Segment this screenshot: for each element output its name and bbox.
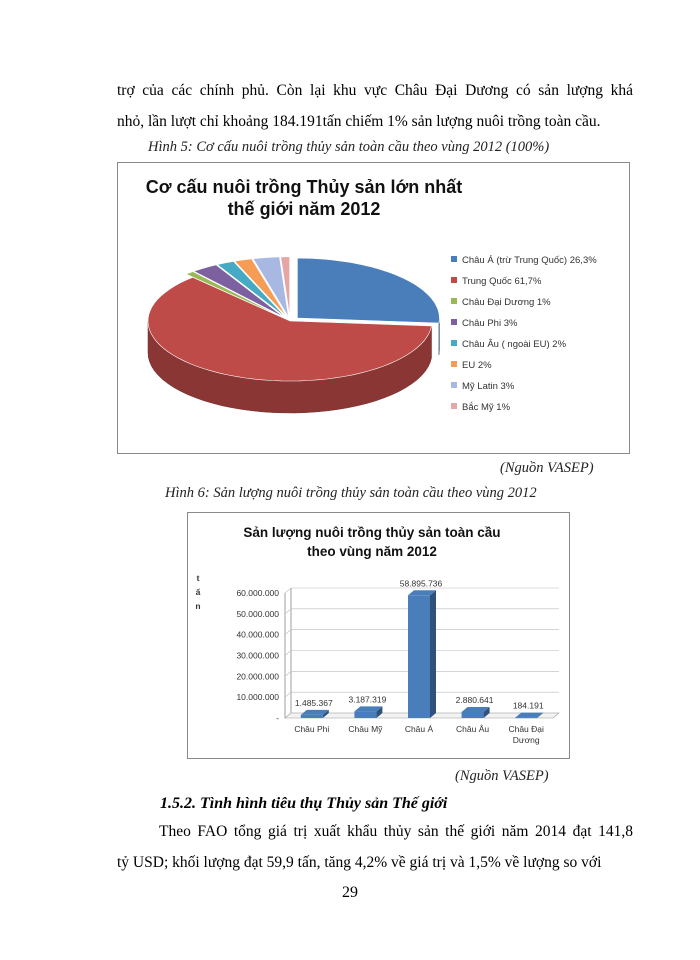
legend-label: Mỹ Latin 3% bbox=[462, 381, 515, 392]
legend-swatch bbox=[451, 298, 457, 304]
page-number: 29 bbox=[342, 884, 358, 901]
figure-5-caption: Hình 5: Cơ cấu nuôi trồng thủy sản toàn cầu theo vùng 2012 (100%) bbox=[148, 139, 550, 155]
x-tick-label: Châu Đại bbox=[508, 724, 544, 734]
x-tick-label: Châu Âu bbox=[456, 724, 490, 734]
legend-swatch bbox=[451, 319, 457, 325]
text-line: nhỏ, lần lượt chỉ khoảng 184.191tấn chiếm 1% sản lượng nuôi trồng toàn cầu. bbox=[117, 113, 601, 130]
bar-ylabel: n bbox=[195, 601, 201, 611]
text-line: trợ của các chính phủ. Còn lại khu vực Châu Đại Dương có sản lượng khá bbox=[117, 82, 633, 99]
bar bbox=[462, 712, 484, 718]
bar-value-label: 58.895.736 bbox=[399, 578, 443, 589]
legend-swatch bbox=[451, 256, 457, 262]
figure-5-source: (Nguồn VASEP) bbox=[500, 460, 594, 476]
pie-title: thế giới năm 2012 bbox=[227, 199, 381, 219]
figure-6-caption: Hình 6: Sản lượng nuôi trồng thủy sản toàn cầu theo vùng 2012 bbox=[165, 485, 537, 501]
legend-swatch bbox=[451, 361, 457, 367]
bar bbox=[354, 711, 376, 718]
pie-slice-side bbox=[439, 318, 440, 355]
legend-label: Châu Đại Dương 1% bbox=[462, 297, 551, 308]
bar-value-label: 1.485.367 bbox=[294, 697, 333, 708]
pie-chart bbox=[118, 163, 629, 453]
y-tick-label: 50.000.000 bbox=[236, 608, 279, 619]
pie-legend bbox=[451, 255, 597, 413]
legend-label: Châu Á (trừ Trung Quốc) 26,3% bbox=[462, 255, 597, 266]
y-tick-label: - bbox=[276, 713, 279, 723]
legend-swatch bbox=[451, 340, 457, 346]
y-tick-label: 60.000.000 bbox=[236, 588, 279, 598]
bar-value-label: 2.880.641 bbox=[455, 694, 494, 705]
x-tick-label: Châu Phi bbox=[294, 724, 330, 734]
intro-paragraph bbox=[117, 75, 633, 137]
legend-label: EU 2% bbox=[462, 360, 492, 371]
bar bbox=[515, 718, 537, 719]
text-line: Theo FAO tổng giá trị xuất khẩu thủy sản thế giới năm 2014 đạt 141,8 bbox=[159, 823, 633, 840]
legend-label: Châu Âu ( ngoài EU) 2% bbox=[462, 339, 567, 350]
bar-value-label: 184.191 bbox=[512, 700, 544, 711]
bar bbox=[301, 715, 323, 718]
bar-side bbox=[430, 590, 436, 718]
bar-value-label: 3.187.319 bbox=[348, 694, 387, 705]
legend-swatch bbox=[451, 277, 457, 283]
x-tick-label: Châu Mỹ bbox=[348, 724, 383, 734]
text-line: tỷ USD; khối lượng đạt 59,9 tấn, tăng 4,2% về giá trị và 1,5% về lượng so với bbox=[117, 854, 602, 871]
y-tick-label: 40.000.000 bbox=[236, 629, 279, 640]
bar bbox=[408, 595, 430, 718]
legend-swatch bbox=[451, 403, 457, 409]
legend-label: Bắc Mỹ 1% bbox=[462, 402, 511, 413]
y-tick-label: 20.000.000 bbox=[236, 671, 279, 682]
bar-ylabel: t bbox=[196, 573, 200, 583]
bar-series bbox=[294, 578, 544, 745]
bar-chart bbox=[188, 513, 569, 758]
figure-6-source: (Nguồn VASEP) bbox=[455, 768, 549, 784]
pie-title: Cơ cấu nuôi trồng Thủy sản lớn nhất bbox=[145, 177, 463, 197]
x-tick-label: Châu Á bbox=[404, 724, 434, 734]
pie-slice bbox=[297, 258, 439, 323]
legend-label: Trung Quốc 61,7% bbox=[462, 276, 542, 287]
body-paragraph bbox=[117, 816, 633, 878]
legend-label: Châu Phi 3% bbox=[462, 318, 518, 329]
bar-title: Sản lượng nuôi trồng thủy sản toàn cầu bbox=[243, 525, 501, 540]
legend-swatch bbox=[451, 382, 457, 388]
x-tick-label: Dương bbox=[512, 735, 540, 745]
y-tick-label: 30.000.000 bbox=[236, 650, 279, 661]
bar-title: theo vùng năm 2012 bbox=[307, 544, 437, 559]
bar-ylabel: ấ bbox=[195, 587, 201, 597]
section-heading: 1.5.2. Tình hình tiêu thụ Thủy sản Thế giới bbox=[160, 795, 448, 812]
bar-chart-frame bbox=[187, 512, 570, 759]
pie-chart-frame bbox=[117, 162, 630, 454]
y-tick-label: 10.000.000 bbox=[236, 692, 279, 703]
